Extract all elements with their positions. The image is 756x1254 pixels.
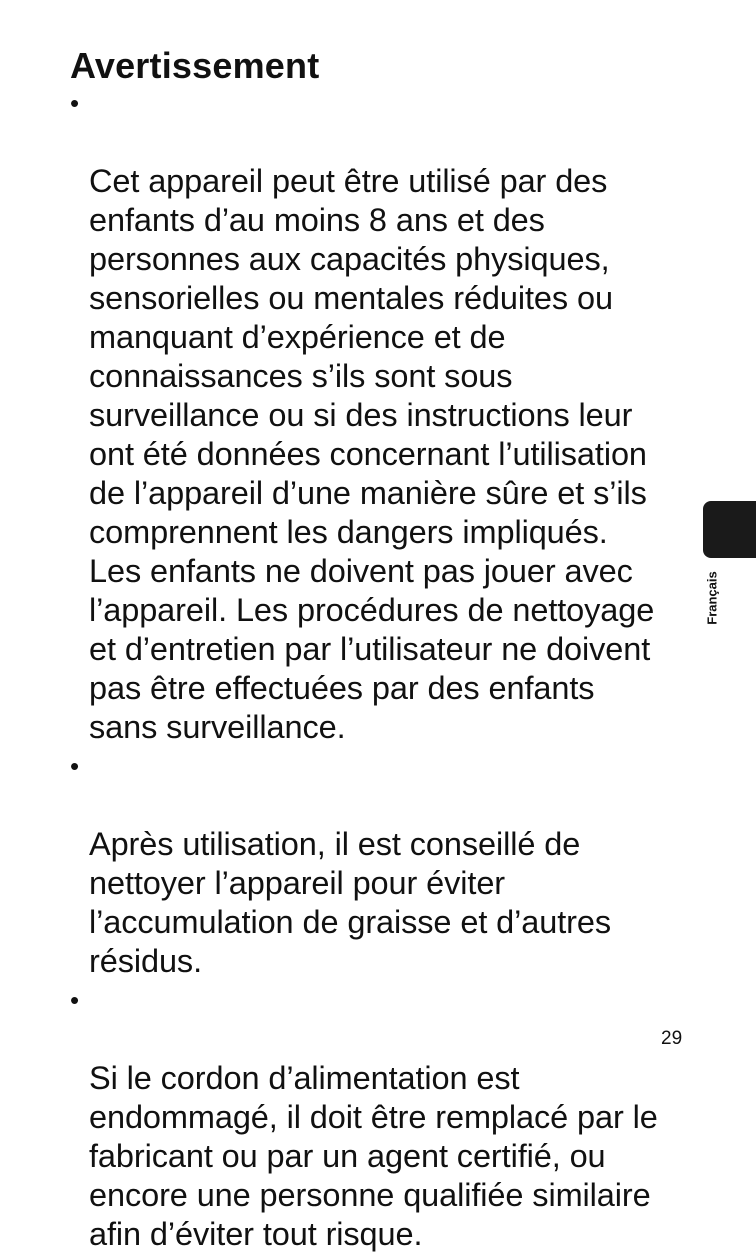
warning-bullet <box>70 84 690 747</box>
section-heading: Avertissement <box>70 45 320 86</box>
bullet-text: Cet appareil peut être utilisé par des enfants d’au moins 8 ans et des personnes aux capacités physiques, sensorielles ou mentales réduites ou manquant d’expérience et de connaissances s’ils sont sous surveillance ou si des instructions leur ont été données concernant l’utilisation de l’appareil d’une manière sûre et s’ils comprennent les dangers impliqués. Les enfants ne doivent pas jouer avec l’appareil. Les procédures de nettoyage et d’entretien par l’utilisateur ne doivent pas être effectuées par des enfants sans surveillance. <box>89 163 655 745</box>
bullet-marker: • <box>70 985 80 1015</box>
bullet-marker: • <box>70 751 80 781</box>
language-label: Français <box>704 571 720 625</box>
page-number: 29 <box>661 1028 683 1049</box>
warning-list <box>70 84 690 1254</box>
language-tab-marker <box>703 501 756 558</box>
warning-bullet <box>70 747 690 981</box>
warning-bullet <box>70 981 690 1254</box>
bullet-text: Si le cordon d’alimentation est endommagé, il doit être remplacé par le fabricant ou par un agent certifié, ou encore une personne qualifiée similaire afin d’éviter tout risque. <box>89 1060 658 1252</box>
bullet-text: Après utilisation, il est conseillé de nettoyer l’appareil pour éviter l’accumulation de graisse et d’autres résidus. <box>89 826 611 979</box>
bullet-marker: • <box>70 88 80 118</box>
